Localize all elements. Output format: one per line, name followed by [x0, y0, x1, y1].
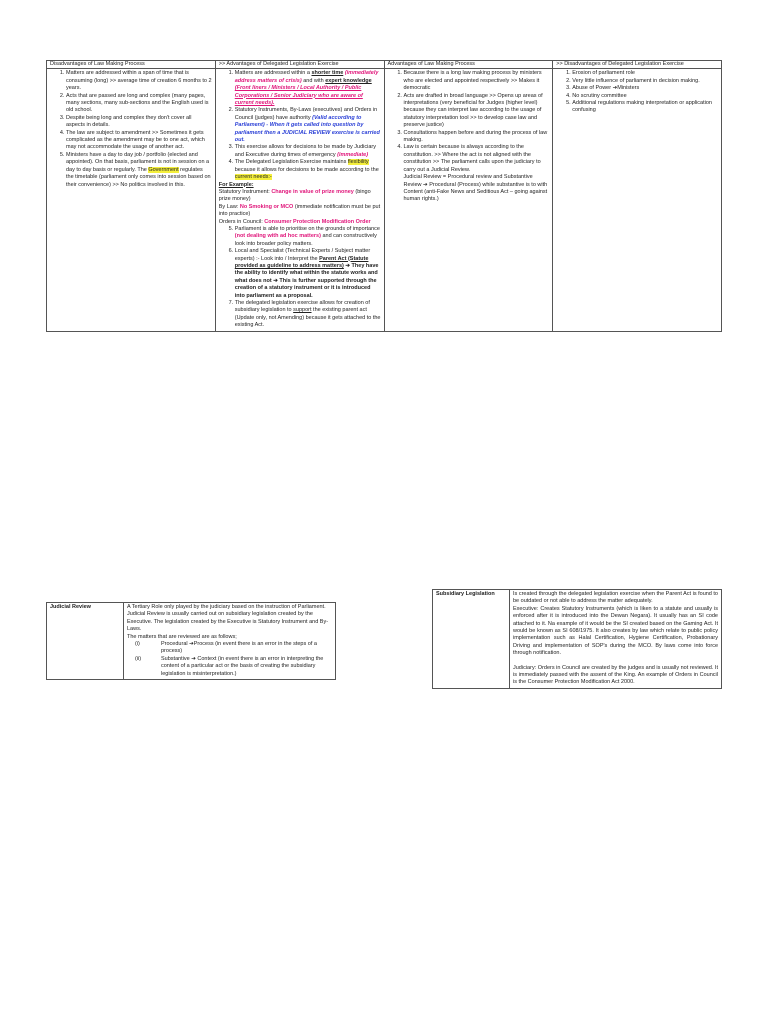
highlighted-text: (Valid according to Parliament) - When it gets called into question by parliament then a JUDICIAL REVIEW exercise is carried out.: [234, 114, 380, 144]
text-run: the existing parent act (Update only, not Amending) because it gets attached to the existing Act.: [234, 307, 381, 329]
list-item: [235, 300, 381, 330]
paragraph: Is created through the delegated legislation exercise when the Parent Act is found to be outdated or not able to address the matter adequately.: [513, 591, 718, 605]
text-run: The delegated legislation exercise allows for creation of subsidiary legislation to: [234, 300, 370, 314]
list-item: 1. Erosion of parliament role: [572, 70, 718, 77]
highlighted-text: (not dealing with ad hoc matters): [234, 233, 321, 240]
emphasis-text: expert knowledge: [325, 77, 372, 84]
text-run: Orders in Council:: [218, 218, 265, 225]
list-item: 4. The law are subject to amendment >> Sometimes it gets complicated as the amendment may be to one act, which may not accommodate the usage of another act.: [66, 130, 212, 152]
highlighted-text: Government: [148, 166, 179, 173]
list-item: [235, 248, 381, 300]
judicial-review-note: Judicial Review = Procedural review and Substantive Review ➔ Procedural (Process) while substantive is to with Content (anti-Fake News and Seditious Act – going against human rights.): [403, 174, 548, 203]
text-run: Parliament is able to prioritise on the grounds of importance: [234, 225, 380, 232]
example-label: For Example:: [218, 181, 254, 188]
list-item: [235, 159, 381, 181]
judicial-review-label: Judicial Review: [47, 603, 124, 680]
list-text: Procedural ➔Process (in event there is an error in the steps of a process): [161, 641, 317, 655]
list-item: [235, 226, 381, 248]
list-item: [235, 70, 381, 107]
highlighted-text: current needs:-: [234, 174, 272, 181]
header-disadvantages-law-making: Disadvantages of Law Making Process: [47, 61, 216, 69]
column-advantages-law-making: [384, 69, 553, 331]
column-disadvantages-law-making: [47, 69, 216, 331]
text-run: By Law:: [218, 203, 240, 210]
subsidiary-legislation-table: [432, 589, 722, 689]
highlighted-text: (Front liners / Ministers / Local Authority / Public Corporations / Senior Judiciary who are aware of current needs).: [234, 85, 363, 107]
text-run: Statutory Instrument:: [218, 188, 272, 195]
column-advantages-delegated-legislation: [215, 69, 384, 331]
comparison-table: [46, 60, 722, 332]
table-content-row: [47, 69, 722, 331]
advantages-law-list: [388, 70, 550, 174]
disadvantages-list: [50, 70, 212, 189]
emphasis-text: ➔ They have the ability to identify what within the statute works and what does not ➔ This is further supported through the creation of a statutory instrument or it is introduced into parliament as a proposal.: [234, 262, 379, 299]
text-run: This exercise allows for decisions to be made by Judiciary and Executive during times of emergency: [234, 144, 376, 158]
list-item: [66, 152, 212, 189]
text-run: Local and Specialist (Technical Experts / Subject matter experts) :- Look into / Interpret the: [234, 248, 371, 262]
text-run: and with: [301, 77, 326, 84]
list-text: Substantive ➔ Context (in event there is an error in interpreting the content of a particular act or the basis of creating the subsidiary legislation is misinterpretation.): [161, 655, 324, 677]
text-run: The Delegated Legislation Exercise maintains: [234, 159, 348, 166]
column-disadvantages-delegated-legislation: [553, 69, 722, 331]
header-advantages-law-making: Advantages of Law Making Process: [384, 61, 553, 69]
text-run: regulates the timetable (parliament only comes into session based on their convenience) >> No politics involved in this.: [66, 166, 211, 188]
paragraph: A Tertiary Role only played by the judiciary based on the instruction of Parliament.: [127, 604, 326, 610]
emphasis-text: shorter time: [311, 70, 344, 77]
highlighted-text: No Smoking or MCO: [239, 203, 294, 210]
highlighted-text: (immediate): [337, 151, 369, 158]
text-run: Statutory Instruments, By-Laws (executives) and Orders in Council (judges) have authority: [234, 107, 378, 121]
emphasis-text: Parent Act (Statute provided as guideline to address matters): [234, 255, 369, 269]
emphasis-text: support: [293, 307, 312, 314]
disadvantages-delegated-list: [556, 70, 718, 114]
example-line: [219, 219, 381, 226]
text-run: (bingo prize money): [218, 188, 371, 203]
text-run: because it allows for decisions to be made according to the: [234, 166, 379, 173]
table-row: [433, 590, 722, 689]
list-item: [235, 107, 381, 144]
paragraph: Executive: Creates Statutory Instruments (which is liken to a statute and usually is enforced after it is introduced into the Dewan Negara). It usually has an SI code attached to it. Na example of it would be the SI created based on the Gaming Act. It would be known as SI 608/1975. It also creates by law which relate to public policy implementation such as Halal Certification, Hygiene Certification, Probationary Driving and implementation of SOP's during the MCO. By laws come into force through notification.: [513, 605, 718, 657]
judicial-review-content: [124, 603, 336, 680]
paragraph-gap: [513, 658, 718, 665]
text-run: (immediate notification must be put into practice): [218, 203, 381, 218]
list-item: 2. Acts are drafted in broad language >> Opens up areas of interpretations (very beneficial for Judges (higher level) because they can interpret law according to the usage of statutory interpretation tool >> to develop case law and preserve justice): [404, 93, 550, 130]
list-item: 2. Acts that are passed are long and complex (many pages, many sections, many sub-sections and the English used is old school.: [66, 93, 212, 115]
highlighted-text: Consumer Protection Modification Order: [264, 218, 371, 225]
list-number: (ii): [135, 655, 142, 662]
paragraph: The matters that are reviewed are as follows;: [127, 633, 237, 640]
list-item: [127, 641, 332, 656]
header-advantages-delegated-legislation: >> Advantages of Delegated Legislation Exercise: [215, 61, 384, 69]
example-line: [219, 189, 381, 204]
list-item: 4. Law is certain because is always according to the constitution. >> Where the act is not aligned with the constitution >> The parliament calls upon the judiciary to carry out a Judicial Review.: [404, 144, 550, 174]
table-header-row: [47, 61, 722, 69]
list-item: 1. Matters are addressed within a span of time that is consuming (long) >> average time of creation 6 months to 2 years.: [66, 70, 212, 92]
list-item: [127, 656, 332, 678]
text-run: and can constructively look into broader policy matters.: [234, 233, 377, 247]
paragraph: Judicial Review is usually carried out on subsidiary legislation created by the Executive. The legislation created by the Executive is Statutory Instrument and By-Laws.: [127, 611, 329, 633]
advantages-list: [219, 70, 381, 181]
review-matters-list: [127, 641, 332, 678]
example-block: [219, 182, 381, 226]
list-item: 3. Abuse of Power ➔Ministers: [572, 85, 718, 92]
header-disadvantages-delegated-legislation: >> Disadvantages of Delegated Legislation Exercise: [553, 61, 722, 69]
list-item: [235, 144, 381, 159]
highlighted-text: Change in value of prize money: [271, 188, 354, 195]
highlighted-text: (immediately address matters of crisis): [234, 70, 379, 84]
list-item: 2. Very little influence of parliament in decision making.: [572, 78, 718, 85]
example-line: [219, 204, 381, 219]
list-item: 4. No scrutiny committee: [572, 93, 718, 100]
table-row: [47, 603, 336, 680]
list-item: 3. Despite being long and complex they don't cover all aspects in details.: [66, 115, 212, 130]
list-item: 3. Consultations happen before and during the process of law making.: [404, 130, 550, 145]
subsidiary-legislation-label: Subsidiary Legislation: [433, 590, 510, 689]
text-run: Matters are addressed within a: [234, 70, 312, 77]
paragraph: Judiciary: Orders in Council are created by the judges and is usually not reviewed. It is immediately passed with the assent of the King. An example of Orders in Council is the Consumer Protection Modification Act 2000.: [513, 664, 718, 686]
list-item: 1. Because there is a long law making process by ministers who are elected and appointed respectively >> Makes it democratic: [404, 70, 550, 92]
subsidiary-legislation-content: [510, 590, 722, 689]
list-item: 5. Additional regulations making interpretation or application confusing: [572, 100, 718, 115]
text-run: Ministers have a day to day job / portfolio (elected and appointed). On that basis, parliament is not in session on a day to day basis or regularly. The: [66, 151, 210, 173]
advantages-list-continued: [219, 226, 381, 330]
judicial-review-table: [46, 602, 336, 680]
list-number: (i): [135, 641, 140, 648]
highlighted-text: flexibility: [347, 159, 369, 166]
